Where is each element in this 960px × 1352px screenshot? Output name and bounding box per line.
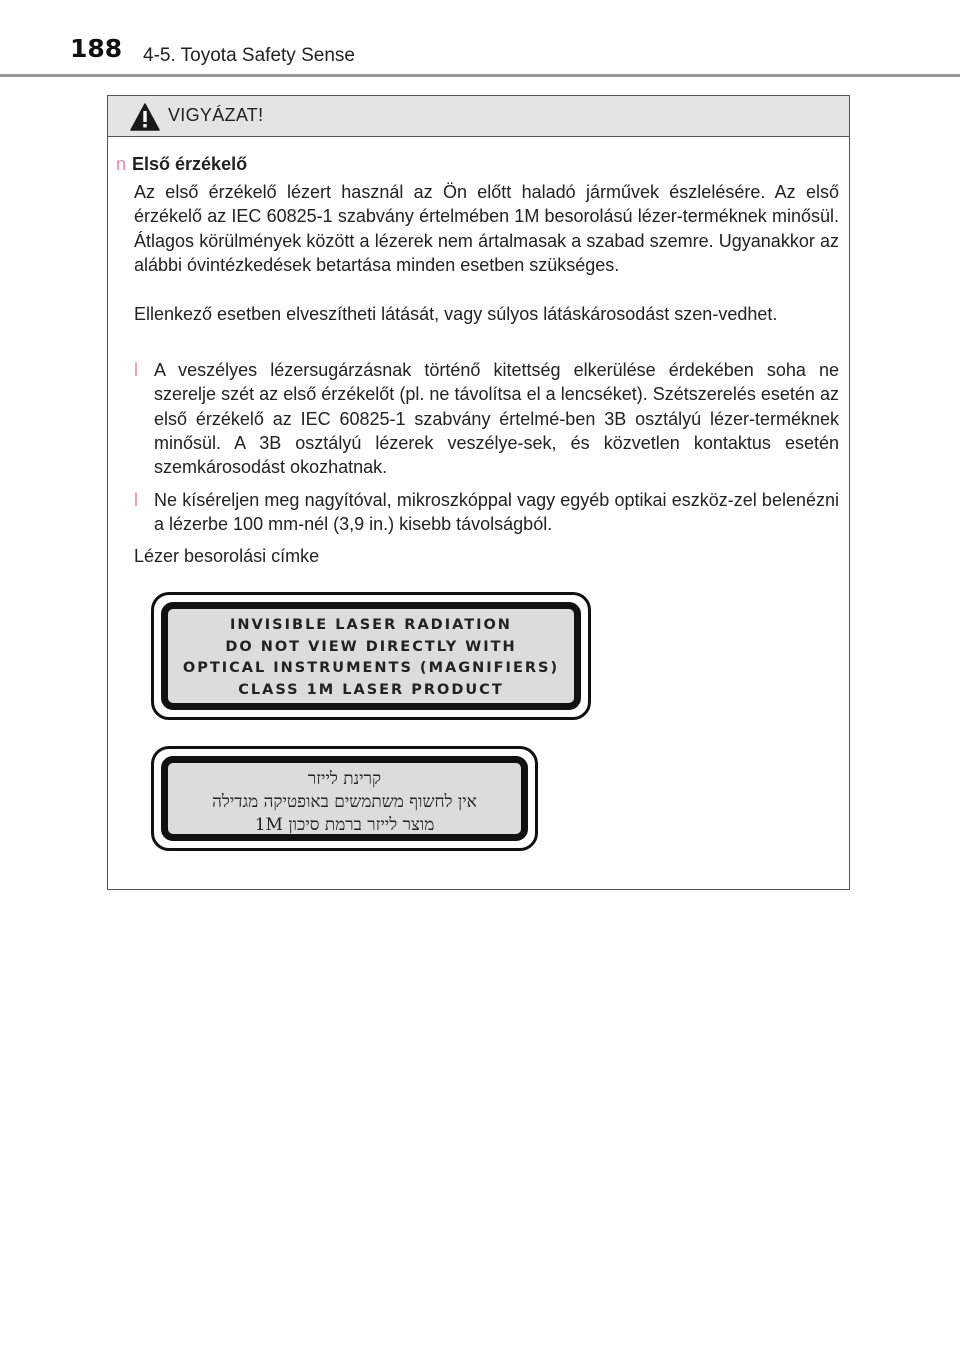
warning-title: VIGYÁZAT! [168,105,264,125]
warning-header [108,96,849,137]
sub-marker: l [134,490,138,510]
laser-label-english-inner [161,602,581,710]
label-en-line: OPTICAL INSTRUMENTS (MAGNIFIERS) [182,660,560,676]
label-en-line: INVISIBLE LASER RADIATION [230,617,512,633]
section-title: 4-5. Toyota Safety Sense [143,45,355,66]
paragraph-consequence: Ellenkező esetben elveszítheti látását, vagy súlyos látáskárosodást szen-vedhet. [134,304,778,324]
label-en-line: CLASS 1M LASER PRODUCT [238,681,504,698]
label-he-line: אין לחשוף משתמשים באופטיקה מגדילה [212,792,477,812]
header-divider [0,74,960,77]
laser-label-hebrew [151,746,538,851]
warning-triangle-icon [130,103,160,131]
bullet-title: Első érzékelő [132,154,248,174]
laser-label-hebrew-inner [161,756,528,841]
page-number: 188 [70,34,123,63]
bullet-heading [116,154,247,175]
laser-label-english [151,592,591,720]
sub-item-optical [134,488,839,537]
sub-item-disassembly [134,358,839,479]
paragraph-intro: Az első érzékelő lézert használ az Ön előtt haladó járművek észlelésére. Az első érzékelő az IEC 60825-1 szabvány értelmében 1M besorolású lézer-terméknek minősül. Átlagos körülmények között a lézerek nem ártalmasak a szabad szemre. Ugyanakkor az alábbi óvintézkedések betartása minden esetben szükséges. [134,182,839,275]
label-he-line: מוצר לייזר ברמת סיכון 1M [254,815,435,835]
page-header [0,0,960,80]
bullet-marker: n [116,154,127,174]
sub-marker: l [134,360,138,380]
label-caption: Lézer besorolási címke [134,546,320,566]
sub-item-text: A veszélyes lézersugárzásnak történő kitettség elkerülése érdekében soha ne szerelje szét az első érzékelőt (pl. ne távolítsa el a lencséket). Szétszerelés esetén az első érzékelő az IEC 60825-1 szabvány értelmé-ben 3B osztályú lézer-terméknek minősül. A 3B osztályú lézerek veszélye-sek, és közvetlen kontaktus esetén szemkárosodást okozhatnak. [154,360,839,478]
label-en-line: DO NOT VIEW DIRECTLY WITH [225,638,517,655]
sub-item-text: Ne kíséreljen meg nagyítóval, mikroszkóppal vagy egyéb optikai eszköz-zel belenézni a lézerbe 100 mm-nél (3,9 in.) kisebb távolságból. [154,490,839,535]
label-he-line: קרינת לייזר [307,769,382,789]
